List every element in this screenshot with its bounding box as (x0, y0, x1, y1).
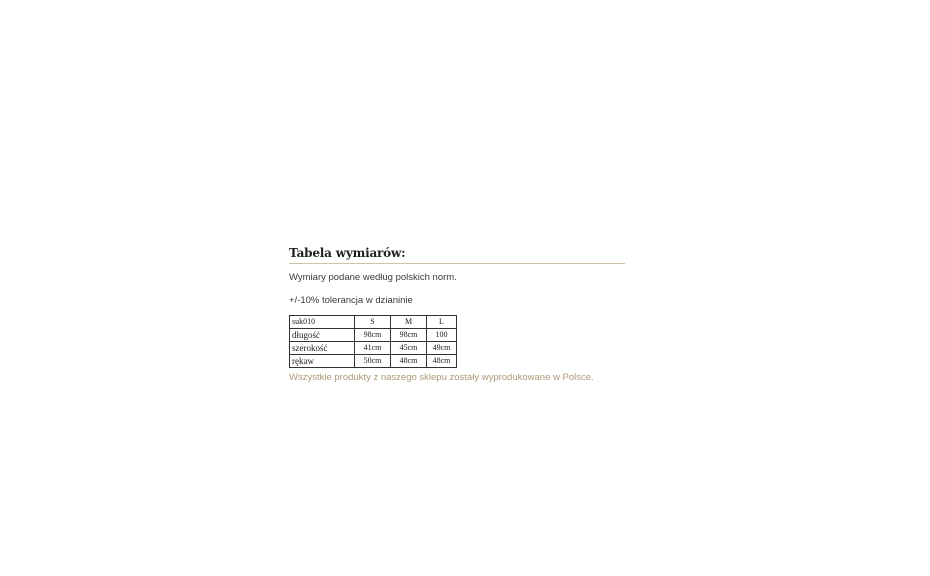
table-header-row (290, 316, 457, 329)
table-header-cell: M (391, 316, 427, 329)
table-cell: 98cm (355, 329, 391, 342)
table-row (290, 329, 457, 342)
table-row-label: rękaw (290, 355, 355, 368)
table-header-cell: suk010 (290, 316, 355, 329)
table-cell: 41cm (355, 342, 391, 355)
size-chart-heading: Tabela wymiarów: (289, 246, 406, 260)
table-row (290, 355, 457, 368)
table-cell: 48cm (427, 355, 457, 368)
size-table (289, 315, 457, 368)
tolerance-info: +/-10% tolerancja w dzianinie (289, 295, 413, 306)
table-cell: 100 (427, 329, 457, 342)
table-row-label: szerokość (290, 342, 355, 355)
heading-divider (289, 263, 625, 264)
table-cell: 48cm (391, 355, 427, 368)
table-row (290, 342, 457, 355)
table-cell: 98cm (391, 329, 427, 342)
table-cell: 49cm (427, 342, 457, 355)
norms-info: Wymiary podane według polskich norm. (289, 272, 457, 283)
table-cell: 50cm (355, 355, 391, 368)
table-cell: 45cm (391, 342, 427, 355)
table-header-cell: S (355, 316, 391, 329)
table-row-label: długość (290, 329, 355, 342)
size-chart-section (289, 246, 625, 383)
table-header-cell: L (427, 316, 457, 329)
made-in-poland-note: Wszystkie produkty z naszego sklepu zostały wyprodukowane w Polsce. (289, 372, 594, 383)
